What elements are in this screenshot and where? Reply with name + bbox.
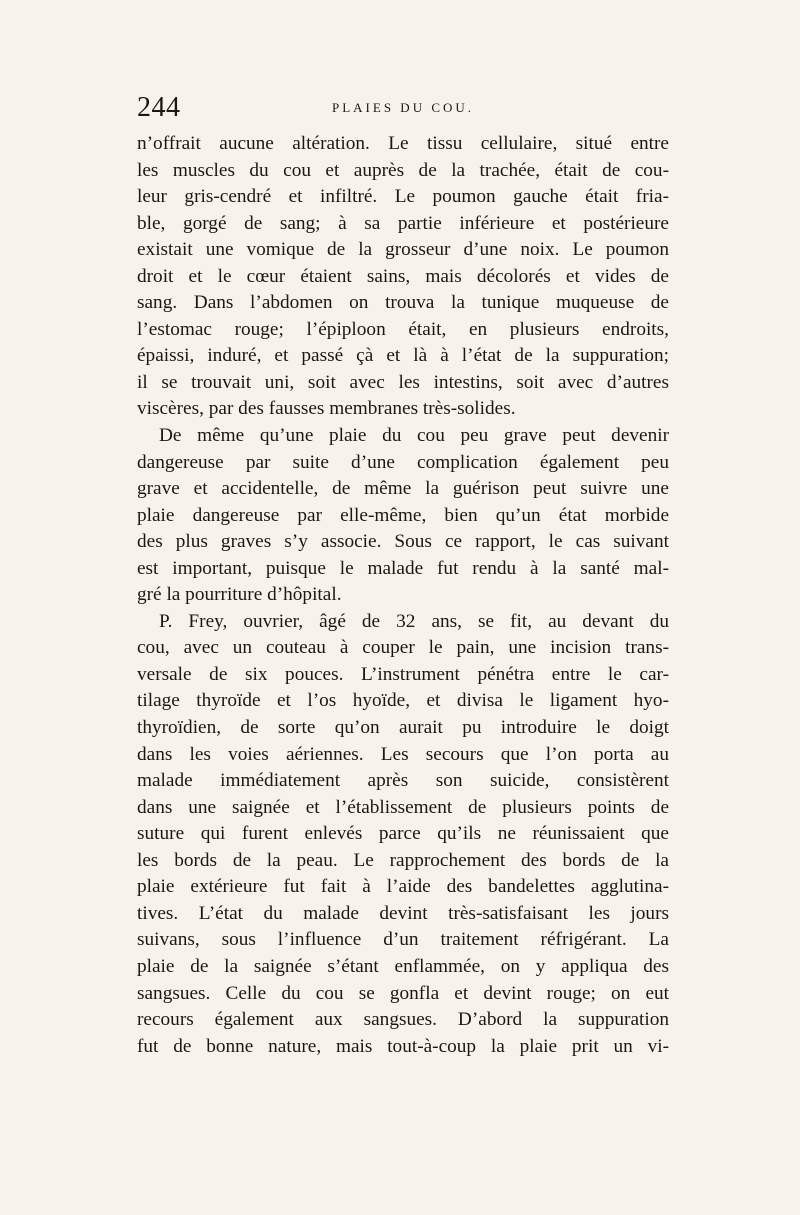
text-line: plaie de la saignée s’étant enflammée, on y appliqua des: [137, 955, 669, 977]
text-line: n’offrait aucune altération. Le tissu cellulaire, situé entre: [137, 133, 669, 154]
text-line: cou, avec un couteau à couper le pain, une incision trans-: [137, 637, 669, 659]
text-line: dans une saignée et l’établissement de plusieurs points de: [137, 796, 669, 818]
text-line: fut de bonne nature, mais tout-à-coup la plaie prit un vi-: [137, 1035, 669, 1057]
text-line: droit et le cœur étaient sains, mais décolorés et vides de: [137, 265, 669, 287]
text-line: ble, gorgé de sang; à sa partie inférieure et postérieure: [137, 212, 669, 234]
page-number: 244: [137, 92, 181, 123]
text-line: est important, puisque le malade fut rendu à la santé mal-: [137, 557, 669, 579]
running-title: PLAIES DU COU.: [332, 100, 475, 115]
text-line: dangereuse par suite d’une complication également peu: [137, 451, 669, 473]
text-line: P. Frey, ouvrier, âgé de 32 ans, se fit, au devant du: [159, 610, 669, 632]
text-line: suivans, sous l’influence d’un traitement réfrigérant. La: [137, 929, 669, 951]
text-line: grave et accidentelle, de même la guérison peut suivre une: [137, 478, 669, 500]
text-line: viscères, par des fausses membranes très-solides.: [137, 398, 516, 420]
body-text: [137, 131, 669, 1060]
text-line: gré la pourriture d’hôpital.: [137, 584, 342, 606]
text-line: les bords de la peau. Le rapprochement des bords de la: [137, 849, 669, 871]
text-line: recours également aux sangsues. D’abord la suppuration: [137, 1009, 669, 1031]
text-line: versale de six pouces. L’instrument pénétra entre le car-: [137, 663, 669, 685]
text-line: existait une vomique de la grosseur d’une noix. Le poumon: [137, 239, 669, 261]
text-line: l’estomac rouge; l’épiploon était, en plusieurs endroits,: [137, 318, 669, 340]
text-line: plaie extérieure fut fait à l’aide des bandelettes agglutina-: [137, 876, 669, 898]
text-line: plaie dangereuse par elle-même, bien qu’un état morbide: [137, 504, 669, 526]
text-line: dans les voies aériennes. Les secours que l’on porta au: [137, 743, 669, 765]
text-line: des plus graves s’y associe. Sous ce rapport, le cas suivant: [137, 531, 669, 553]
text-line: tilage thyroïde et l’os hyoïde, et divisa le ligament hyo-: [137, 690, 669, 712]
text-line: malade immédiatement après son suicide, consistèrent: [137, 770, 669, 792]
text-line: il se trouvait uni, soit avec les intestins, soit avec d’autres: [137, 371, 669, 393]
text-line: tives. L’état du malade devint très-satisfaisant les jours: [137, 902, 669, 924]
text-line: thyroïdien, de sorte qu’on aurait pu introduire le doigt: [137, 717, 669, 739]
text-line: sangsues. Celle du cou se gonfla et devint rouge; on eut: [137, 982, 669, 1004]
text-line: suture qui furent enlevés parce qu’ils ne réunissaient que: [137, 823, 669, 845]
text-line: De même qu’une plaie du cou peu grave peut devenir: [159, 425, 669, 447]
page-header: [137, 93, 669, 123]
text-line: épaissi, induré, et passé çà et là à l’état de la suppuration;: [137, 345, 669, 367]
text-line: les muscles du cou et auprès de la trachée, était de cou-: [137, 159, 669, 181]
text-line: leur gris-cendré et infiltré. Le poumon gauche était fria-: [137, 186, 669, 208]
text-line: sang. Dans l’abdomen on trouva la tunique muqueuse de: [137, 292, 669, 314]
